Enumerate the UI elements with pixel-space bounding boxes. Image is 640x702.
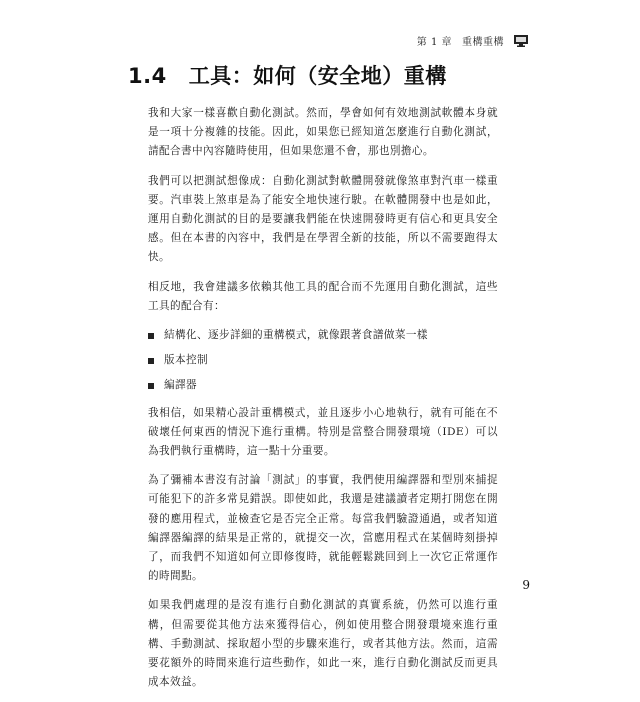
square-bullet-icon — [148, 358, 154, 364]
list-item-text: 編譯器 — [164, 379, 197, 392]
list-item — [148, 376, 498, 395]
paragraph: 如果我們處理的是沒有進行自動化測試的真實系統，仍然可以進行重構，但需要從其他方法來獲得信心，例如使用整合開發環境來進行重構、手動測試、採取超小型的步驟來進行，或者其他方法。然而，這需要花額外的時間來進行這些動作，如此一來，進行自動化測試反而更具成本效益。 — [148, 599, 498, 689]
square-bullet-icon — [148, 383, 154, 389]
paragraph: 我和大家一樣喜歡自動化測試。然而，學會如何有效地測試軟體本身就是一項十分複雜的技能。因此，如果您已經知道怎麼進行自動化測試，請配合書中內容隨時使用，但如果您還不會，那也別擔心。 — [148, 107, 498, 158]
section-number: 1.4 — [128, 64, 167, 88]
section-heading — [128, 60, 447, 90]
monitor-icon — [514, 35, 528, 47]
paragraph: 我相信，如果精心設計重構模式，並且逐步小心地執行，就有可能在不破壞任何東西的情況下進行重構。特別是當整合開發環境（IDE）可以為我們執行重構時，這一點十分重要。 — [148, 406, 498, 458]
paragraph: 我們可以把測試想像成：自動化測試對軟體開發就像煞車對汽車一樣重要。汽車裝上煞車是為了能安全地快速行駛。在軟體開發中也是如此，運用自動化測試的目的是要讓我們能在快速開發時更有信心和更具安全感。但在本書的內容中，我們是在學習全新的技能，所以不需要跑得太快。 — [148, 174, 498, 264]
paragraph: 為了彌補本書沒有討論「測試」的事實，我們使用編譯器和型別來捕捉可能犯下的許多常見錯誤。即使如此，我還是建議讀者定期打開您在開發的應用程式，並檢查它是否完全正常。每當我們驗證通過，或者知道編譯器編譯的結果是正常的，就提交一次，當應用程式在某個時刻掛掉了，而我們不知道如何立即修復時，就能輕鬆跳回到上一次它正常運作的時間點。 — [148, 474, 498, 583]
chapter-label: 第 1 章 — [416, 37, 452, 48]
chapter-title: 重構重構 — [462, 37, 504, 48]
list-item — [148, 326, 498, 345]
running-header — [417, 33, 528, 48]
body-text — [148, 104, 498, 702]
page-number: 9 — [522, 578, 530, 592]
section-title: 工具：如何（安全地）重構 — [188, 64, 447, 88]
paragraph: 相反地，我會建議多依賴其他工具的配合而不先運用自動化測試，這些工具的配合有： — [148, 280, 498, 312]
list-item-text: 版本控制 — [164, 354, 208, 367]
bullet-list — [148, 326, 498, 396]
list-item — [148, 351, 498, 370]
list-item-text: 結構化、逐步詳細的重構模式，就像跟著食譜做菜一樣 — [164, 329, 428, 342]
square-bullet-icon — [148, 333, 154, 339]
